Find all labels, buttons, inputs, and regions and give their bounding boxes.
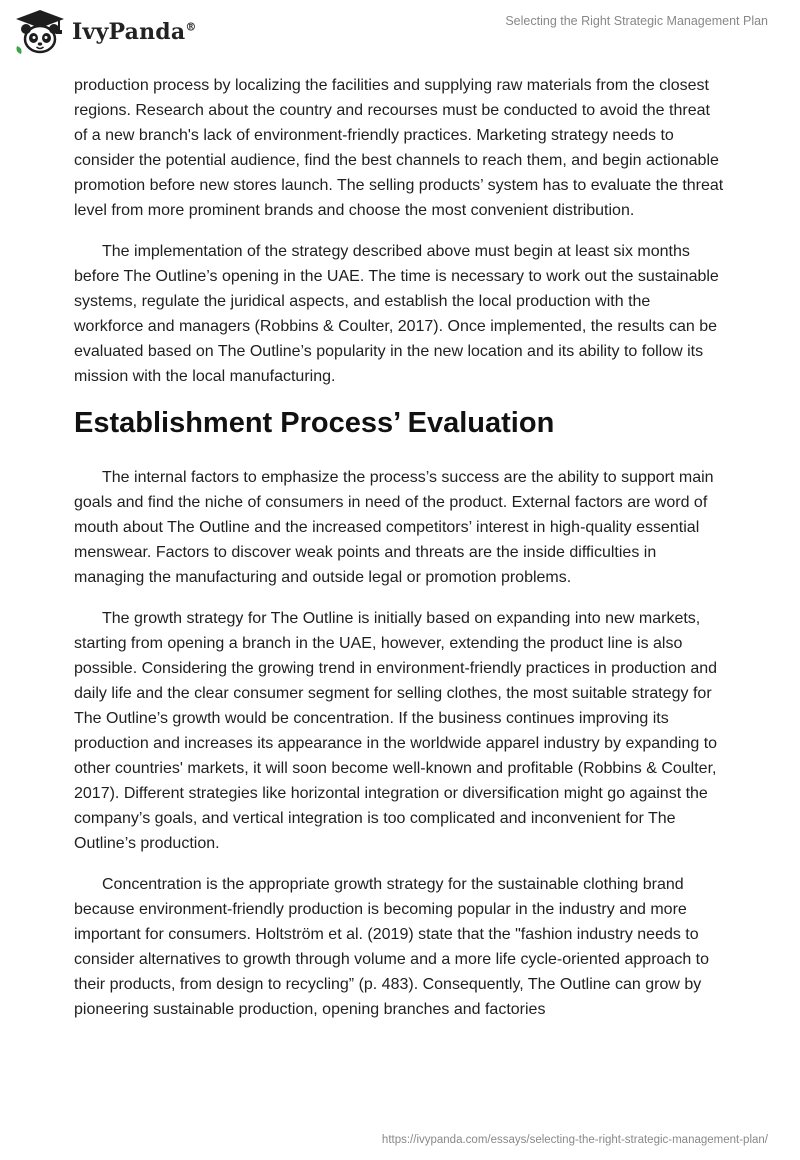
section-heading: Establishment Process’ Evaluation bbox=[74, 407, 555, 439]
logo-wordmark: IvyPanda bbox=[72, 19, 186, 45]
panda-graduation-icon bbox=[14, 8, 66, 56]
registered-mark: ® bbox=[185, 20, 197, 34]
essay-body bbox=[74, 73, 724, 1038]
paragraph: The growth strategy for The Outline is initially based on expanding into new markets, starting from opening a branch in the UAE, however, extending the product line is also possible. Considering the growing trend in environment-friendly practices in production and daily life and the clear consumer segment for selling clothes, the most suitable strategy for The Outline’s growth would be concentration. If the business continues improving its production and increases its appearance in the worldwide apparel industry by expanding to other countries' markets, it will soon become well-known and profitable (Robbins & Coulter, 2017). Different strategies like horizontal integration or diversification might go against the company’s goals, and vertical integration is too complicated and inconvenient for The Outline’s production. bbox=[74, 610, 718, 852]
ivypanda-logo[interactable] bbox=[14, 8, 197, 56]
document-title: Selecting the Right Strategic Management Plan bbox=[505, 14, 768, 28]
paragraph: production process by localizing the facilities and supplying raw materials from the closest regions. Research about the country and recourses must be conducted to avoid the threat of a new branch's lack of environment-friendly practices. Marketing strategy needs to consider the potential audience, find the best channels to reach them, and begin actionable promotion before new stores launch. The selling products’ system has to evaluate the threat level from more prominent brands and choose the most convenient distribution. bbox=[74, 77, 724, 219]
page-header bbox=[0, 0, 800, 70]
paragraph: Concentration is the appropriate growth strategy for the sustainable clothing brand because environment-friendly production is becoming popular in the industry and more important for consumers. Holtström et al. (2019) state that the "fashion industry needs to consider alternatives to growth through volume and a more life cycle-oriented approach to their products, from design to recycling” (p. 483). Consequently, The Outline can grow by pioneering sustainable production, opening branches and factories bbox=[74, 876, 710, 1018]
source-url-link[interactable]: https://ivypanda.com/essays/selecting-the-right-strategic-management-plan/ bbox=[381, 1134, 768, 1146]
paragraph: The internal factors to emphasize the process’s success are the ability to support main goals and find the niche of consumers in need of the product. External factors are word of mouth about The Outline and the increased competitors’ interest in high-quality essential menswear. Factors to discover weak points and threats are the inside difficulties in managing the manufacturing and outside legal or promotion problems. bbox=[74, 469, 714, 586]
paragraph: The implementation of the strategy described above must begin at least six months before The Outline’s opening in the UAE. The time is necessary to work out the sustainable systems, regulate the juridical aspects, and establish the local production with the workforce and managers (Robbins & Coulter, 2017). Once implemented, the results can be evaluated based on The Outline’s popularity in the new location and its ability to follow its mission with the local manufacturing. bbox=[74, 243, 719, 385]
